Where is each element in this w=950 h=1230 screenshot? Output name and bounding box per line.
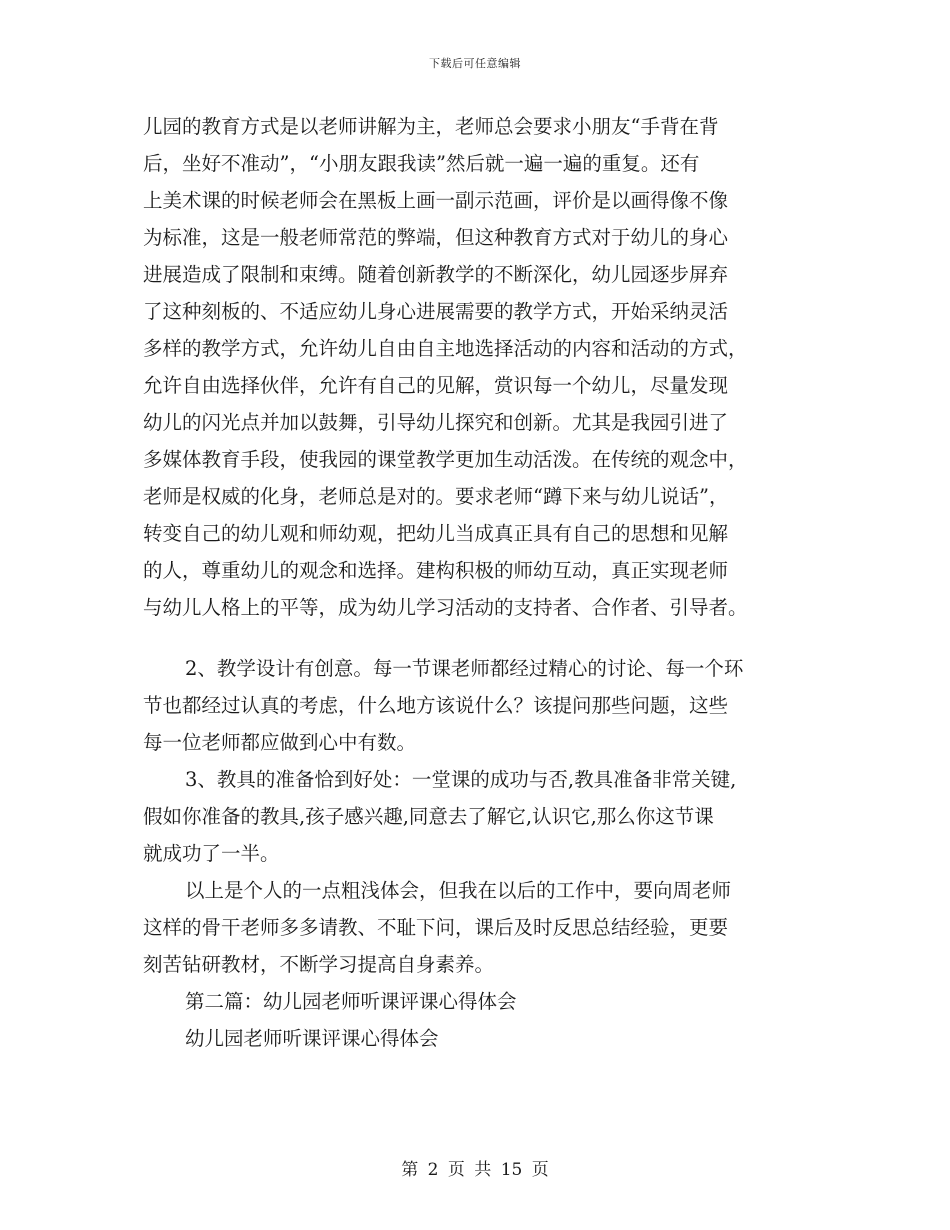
text-line: 节也都经过认真的考虑，什么地方该说什么？该提问那些问题，这些 (143, 694, 729, 717)
text-line: 儿园的教育方式是以老师讲解为主，老师总会要求小朋友“手背在背 (143, 115, 719, 138)
text-line: 上美术课的时候老师会在黑板上画一副示范画，评价是以画得像不像 (143, 189, 729, 212)
document-body (143, 108, 811, 1057)
text-line: 以上是个人的一点粗浅体会，但我在以后的工作中，要向周老师 (185, 879, 732, 902)
text-line: 刻苦钻研教材，不断学习提高自身素养。 (143, 953, 495, 976)
text-line: 老师是权威的化身，老师总是对的。要求老师“蹲下来与幼儿说话”， (143, 485, 729, 508)
text-line: 的人，尊重幼儿的观念和选择。建构积极的师幼互动，真正实现老师 (143, 559, 729, 582)
text-line: 每一位老师都应做到心中有数。 (143, 731, 417, 754)
page-header: 下载后可任意编辑 (429, 57, 521, 70)
section-title: 第二篇：幼儿园老师听课评课心得体会 (185, 990, 517, 1013)
section-subtitle: 幼儿园老师听课评课心得体会 (185, 1027, 439, 1050)
text-line: 这样的骨干老师多多请教、不耻下问，课后及时反思总结经验，更要 (143, 916, 729, 939)
text-line: 多媒体教育手段，使我园的课堂教学更加生动活泼。在传统的观念中， (143, 448, 748, 471)
text-line: 假如你准备的教具,孩子感兴趣,同意去了解它,认识它,那么你这节课 (143, 805, 714, 828)
text-line: 与幼儿人格上的平等，成为幼儿学习活动的支持者、合作者、引导者。 (143, 596, 748, 619)
text-line: 3、教具的准备恰到好处：一堂课的成功与否,教具准备非常关键, (185, 768, 737, 791)
text-line: 幼儿的闪光点并加以鼓舞，引导幼儿探究和创新。尤其是我园引进了 (143, 411, 729, 434)
paragraph-4 (143, 872, 811, 983)
text-line: 转变自己的幼儿观和师幼观，把幼儿当成真正具有自己的思想和见解 (143, 522, 729, 545)
text-line: 进展造成了限制和束缚。随着创新教学的不断深化，幼儿园逐步屏弃 (143, 263, 729, 286)
paragraph-gap (143, 626, 811, 650)
paragraph-1 (143, 108, 811, 626)
text-line: 就成功了一半。 (143, 842, 280, 865)
text-line: 了这种刻板的、不适应幼儿身心进展需要的教学方式，开始采纳灵活 (143, 300, 729, 323)
text-line: 允许自由选择伙伴，允许有自己的见解，赏识每一个幼儿，尽量发现 (143, 374, 729, 397)
page-number: 第 2 页 共 15 页 (401, 1160, 549, 1180)
text-line: 2、教学设计有创意。每一节课老师都经过精心的讨论、每一个环 (185, 657, 744, 680)
paragraph-3 (143, 761, 811, 872)
text-line: 为标准，这是一般老师常范的弊端，但这种教育方式对于幼儿的身心 (143, 226, 729, 249)
paragraph-2 (143, 650, 811, 761)
text-line: 多样的教学方式，允许幼儿自由自主地选择活动的内容和活动的方式， (143, 337, 748, 360)
text-line: 后，坐好不准动”，“小朋友跟我读”然后就一遍一遍的重复。还有 (143, 152, 700, 175)
